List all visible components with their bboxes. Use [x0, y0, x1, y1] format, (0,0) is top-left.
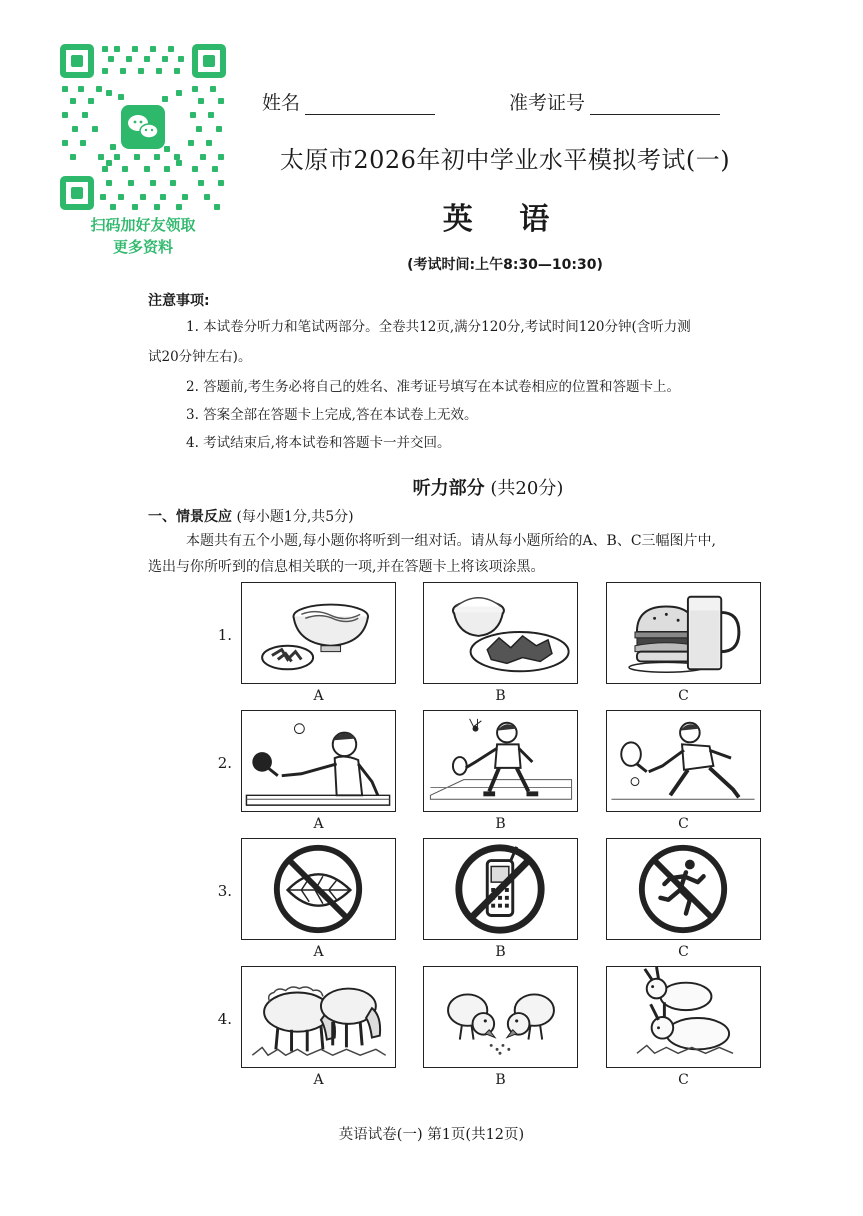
- option-image-4b[interactable]: [423, 966, 578, 1068]
- no-picking-leaves-sign-icon: [242, 839, 395, 939]
- name-field[interactable]: [262, 88, 435, 115]
- noodles-and-vegetables-icon: [242, 583, 395, 683]
- instruction-line: 本题共有五个小题,每小题你将听到一组对话。请从每小题所给的A、B、C三幅图片中,: [186, 533, 717, 549]
- section-title-text: 听力部分: [412, 478, 485, 499]
- tennis-boy-icon: [607, 711, 760, 811]
- qr-caption-line: 扫码加好友领取: [90, 216, 196, 234]
- burger-and-juice-icon: [607, 583, 760, 683]
- option-image-4c[interactable]: [606, 966, 761, 1068]
- ping-pong-boy-icon: [242, 711, 395, 811]
- qr-caption: [58, 214, 228, 258]
- instruction-line: 选出与你所听到的信息相关联的一项,并在答题卡上将该项涂黑。: [148, 559, 545, 575]
- option-image-1a[interactable]: [241, 582, 396, 684]
- question-number: 2.: [217, 754, 232, 772]
- id-blank[interactable]: [590, 96, 720, 115]
- option-label: A: [313, 816, 324, 832]
- option-image-1c[interactable]: [606, 582, 761, 684]
- question-number: 1.: [217, 626, 232, 644]
- sheep-icon: [242, 967, 395, 1067]
- question-number: 4.: [217, 1010, 232, 1028]
- option-image-3a[interactable]: [241, 838, 396, 940]
- note-item: 2. 答题前,考生务必将自己的姓名、准考证号填写在本试卷相应的位置和答题卡上。: [186, 379, 680, 395]
- part-score: (每小题1分,共5分): [236, 509, 354, 525]
- exam-title: 太原市2026年初中学业水平模拟考试(一): [279, 146, 731, 174]
- exam-time: (考试时间:上午8:30—10:30): [407, 257, 603, 273]
- option-image-3b[interactable]: [423, 838, 578, 940]
- note-item: 4. 考试结束后,将本试卷和答题卡一并交回。: [186, 435, 451, 451]
- rabbits-icon: [607, 967, 760, 1067]
- option-label: B: [495, 1072, 506, 1088]
- option-label: B: [495, 944, 506, 960]
- option-image-2c[interactable]: [606, 710, 761, 812]
- no-running-sign-icon: [607, 839, 760, 939]
- option-image-2a[interactable]: [241, 710, 396, 812]
- option-label: C: [678, 1072, 689, 1088]
- name-label: 姓名: [262, 92, 301, 114]
- section-score: (共20分): [490, 478, 564, 499]
- instructions: [148, 528, 832, 580]
- chicks-icon: [424, 967, 577, 1067]
- page-footer: 英语试卷(一) 第1页(共12页): [338, 1127, 525, 1143]
- option-label: B: [495, 688, 506, 704]
- badminton-boy-icon: [424, 711, 577, 811]
- no-phone-sign-icon: [424, 839, 577, 939]
- option-label: A: [313, 944, 324, 960]
- option-image-4a[interactable]: [241, 966, 396, 1068]
- note-item: 试20分钟左右)。: [148, 349, 252, 365]
- option-image-1b[interactable]: [423, 582, 578, 684]
- option-label: C: [678, 688, 689, 704]
- option-label: B: [495, 816, 506, 832]
- option-label: A: [313, 688, 324, 704]
- option-image-3c[interactable]: [606, 838, 761, 940]
- id-field[interactable]: [509, 88, 720, 115]
- question-number: 3.: [217, 882, 232, 900]
- option-label: C: [678, 816, 689, 832]
- note-item: 3. 答案全部在答题卡上完成,答在本试卷上无效。: [186, 407, 478, 423]
- part-heading: [148, 506, 354, 526]
- id-label: 准考证号: [509, 92, 586, 114]
- qr-code: [58, 42, 228, 212]
- option-label: A: [313, 1072, 324, 1088]
- rice-and-meat-icon: [424, 583, 577, 683]
- section-title: [148, 474, 828, 500]
- part-title: 一、情景反应: [148, 509, 232, 525]
- qr-caption-line: 更多资料: [112, 238, 173, 256]
- subject-title: 英 语: [442, 202, 568, 237]
- note-item: 1. 本试卷分听力和笔试两部分。全卷共12页,满分120分,考试时间120分钟(含听力测: [186, 319, 691, 335]
- option-image-2b[interactable]: [423, 710, 578, 812]
- name-blank[interactable]: [305, 96, 435, 115]
- notes-heading: 注意事项:: [148, 293, 210, 309]
- option-label: C: [678, 944, 689, 960]
